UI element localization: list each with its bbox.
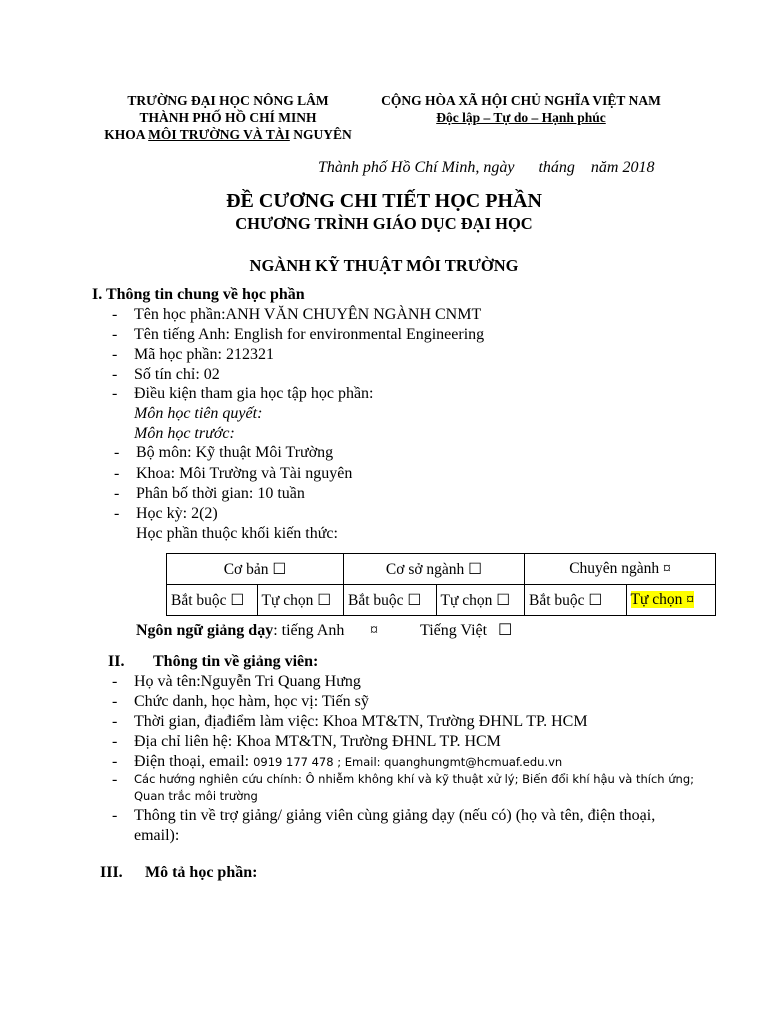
lecturer-name: Họ và tên:Nguyễn Tri Quang Hưng	[134, 673, 361, 690]
section-2-number: II.	[108, 653, 125, 670]
bullet-dash: -	[114, 505, 120, 522]
table-cell: Tự chọn ☐	[257, 585, 344, 616]
university-header	[96, 92, 360, 143]
assistant-info-cont: email):	[134, 827, 180, 844]
faculty: Khoa: Môi Trường và Tài nguyên	[136, 465, 353, 482]
course-name: Tên học phần:ANH VĂN CHUYÊN NGÀNH CNMT	[134, 306, 482, 323]
research-areas: Các hướng nghiên cứu chính: Ô nhiễm không khí và kỹ thuật xử lý; Biến đổi khí hậu và thích ứng;	[134, 772, 695, 786]
document-title: ĐỀ CƯƠNG CHI TIẾT HỌC PHẦN	[226, 190, 542, 212]
bullet-dash: -	[112, 753, 118, 770]
english-mark: ¤	[370, 622, 378, 639]
table-cell: Tự chọn ☐	[436, 585, 524, 616]
bullet-dash: -	[112, 326, 118, 343]
vietnamese-label: Tiếng Việt	[420, 622, 488, 639]
section-3-number: III.	[100, 864, 123, 881]
bullet-dash: -	[114, 465, 120, 482]
university-name: TRƯỜNG ĐẠI HỌC NÔNG LÂM	[127, 93, 329, 108]
table-header-cell: Chuyên ngành ¤	[525, 554, 716, 585]
bullet-dash: -	[112, 807, 118, 824]
bullet-dash: -	[112, 306, 118, 323]
city-name: THÀNH PHỐ HỒ CHÍ MINH	[139, 110, 317, 125]
table-cell-highlighted	[626, 585, 715, 616]
bullet-dash: -	[112, 366, 118, 383]
credits: Số tín chỉ: 02	[134, 366, 220, 383]
table-header-row	[167, 554, 716, 585]
table-row	[167, 585, 716, 616]
assistant-info: Thông tin về trợ giảng/ giảng viên cùng giảng dạy (nếu có) (họ và tên, điện thoại,	[134, 807, 656, 824]
bullet-dash: -	[112, 693, 118, 710]
country-name: CỘNG HÒA XÃ HỘI CHỦ NGHĨA VIỆT NAM	[381, 93, 661, 108]
bullet-dash: -	[112, 713, 118, 730]
table-cell: Bắt buộc ☐	[167, 585, 258, 616]
department: Bộ môn: Kỹ thuật Môi Trường	[136, 444, 334, 461]
bullet-dash: -	[112, 673, 118, 690]
knowledge-block-table	[166, 553, 716, 616]
date-line: Thành phố Hồ Chí Minh, ngày tháng năm 2018	[318, 159, 655, 176]
course-english-name: Tên tiếng Anh: English for environmental Engineering	[134, 326, 485, 343]
major-title: NGÀNH KỸ THUẬT MÔI TRƯỜNG	[249, 256, 519, 275]
bullet-dash: -	[112, 346, 118, 363]
national-motto: Độc lập – Tự do – Hạnh phúc	[436, 110, 606, 125]
enrollment-conditions: Điều kiện tham gia học tập học phần:	[134, 385, 374, 402]
section-1-heading: I. Thông tin chung về học phần	[92, 286, 305, 303]
bullet-dash: -	[114, 444, 120, 461]
table-cell: Bắt buộc ☐	[525, 585, 627, 616]
research-areas-cont: Quan trắc môi trường	[134, 789, 258, 803]
semester: Học kỳ: 2(2)	[136, 505, 218, 522]
phone-email: Điện thoại, email: 0919 177 478 ; Email: quanghungmt@hcmuaf.edu.vn	[134, 753, 563, 770]
bullet-dash: -	[112, 385, 118, 402]
teaching-language: Ngôn ngữ giảng dạy: tiếng Anh	[136, 622, 345, 639]
bullet-dash: -	[112, 771, 118, 788]
knowledge-block-label: Học phần thuộc khối kiến thức:	[136, 525, 338, 542]
work-location: Thời gian, địađiểm làm việc: Khoa MT&TN, Trường ĐHNL TP. HCM	[134, 713, 588, 730]
bullet-dash: -	[112, 733, 118, 750]
contact-address: Địa chỉ liên hệ: Khoa MT&TN, Trường ĐHNL TP. HCM	[134, 733, 501, 750]
course-code: Mã học phần: 212321	[134, 346, 274, 363]
program-title: CHƯƠNG TRÌNH GIÁO DỤC ĐẠI HỌC	[235, 214, 533, 233]
lecturer-title: Chức danh, học hàm, học vị: Tiến sỹ	[134, 693, 369, 710]
time-allocation: Phân bố thời gian: 10 tuần	[136, 485, 305, 502]
prerequisite-course: Môn học tiên quyết:	[134, 405, 263, 422]
previous-course: Môn học trước:	[134, 425, 235, 442]
section-3-heading: Mô tả học phần:	[145, 864, 258, 881]
faculty-name: KHOA MÔI TRƯỜNG VÀ TÀI NGUYÊN	[104, 127, 352, 142]
highlighted-option: Tự chọn ¤	[630, 591, 695, 608]
table-cell: Bắt buộc ☐	[344, 585, 437, 616]
table-header-cell: Cơ bản ☐	[167, 554, 344, 585]
section-2-heading: Thông tin về giảng viên:	[153, 653, 319, 670]
bullet-dash: -	[114, 485, 120, 502]
national-header	[368, 92, 674, 126]
table-header-cell: Cơ sở ngành ☐	[344, 554, 525, 585]
vietnamese-checkbox: ☐	[498, 622, 513, 639]
